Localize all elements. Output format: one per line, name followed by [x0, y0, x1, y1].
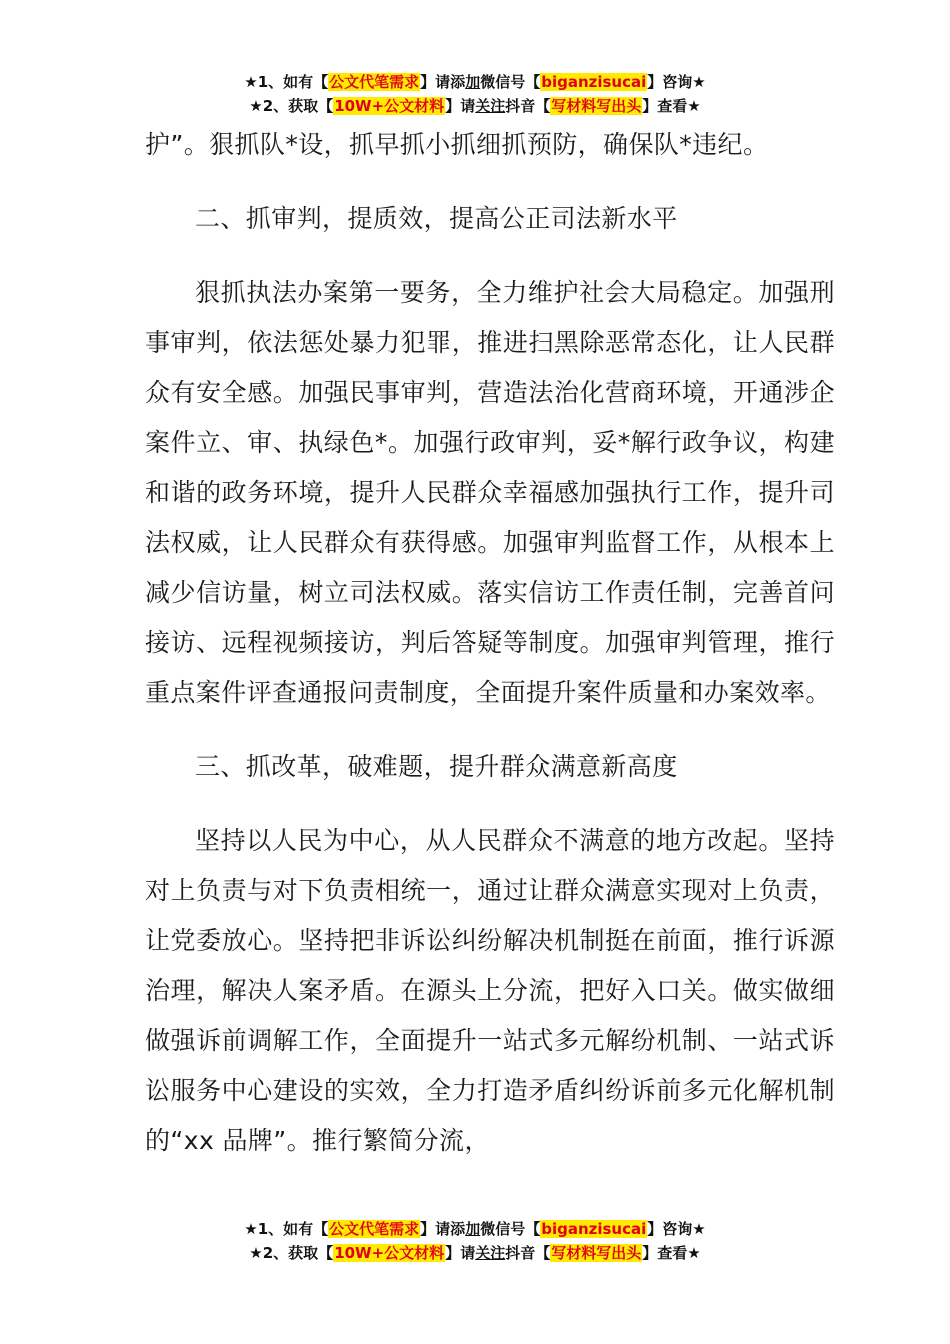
header-banner: [0, 70, 950, 118]
banner-line-1-underlined: 加: [465, 73, 481, 91]
footer-line-1-prefix: ★1、如有【: [244, 1220, 329, 1238]
banner-line-2-prefix: ★2、获取【: [249, 97, 334, 115]
banner-line-1-highlight-service: 公文代笔需求: [329, 73, 420, 91]
footer-line-1-highlight-wechat: biganzisucai: [541, 1220, 647, 1238]
footer-line-1-text-2: 微信号【: [480, 1220, 541, 1238]
footer-line-2-text-2: 抖音【: [505, 1244, 551, 1262]
banner-line-2-highlight-douyin: 写材料写出头: [551, 97, 642, 115]
banner-line-2-underlined: 关注: [475, 97, 506, 115]
banner-line-2-suffix: 】查看★: [642, 97, 701, 115]
section-heading-2: 二、抓审判，提质效，提高公正司法新水平: [195, 204, 678, 233]
footer-line-1-underlined: 加: [465, 1220, 481, 1238]
paragraph-trial: 狠抓执法办案第一要务，全力维护社会大局稳定。加强刑事审判，依法惩处暴力犯罪，推进扫黑除恶常态化，让人民群众有安全感。加强民事审判，营造法治化营商环境，开通涉企案件立、审、执绿色*。加强行政审判，妥*解行政争议，构建和谐的政务环境，提升人民群众幸福感加强执行工作，提升司法权威，让人民群众有获得感。加强审判监督工作，从根本上减少信访量，树立司法权威。落实信访工作责任制，完善首问接访、远程视频接访，判后答疑等制度。加强审判管理，推行重点案件评查通报问责制度，全面提升案件质量和办案效率。: [145, 278, 835, 707]
footer-line-2-text: 】请: [445, 1244, 476, 1262]
footer-line-1-text: 】请添: [420, 1220, 466, 1238]
paragraph-reform: 坚持以人民为中心，从人民群众不满意的地方改起。坚持对上负责与对下负责相统一，通过让群众满意实现对上负责，让党委放心。坚持把非诉讼纠纷解决机制挺在前面，推行诉源治理，解决人案矛盾。在源头上分流，把好入口关。做实做细做强诉前调解工作，全面提升一站式多元解纷机制、一站式诉讼服务中心建设的实效，全力打造矛盾纠纷诉前多元化解机制的“xx 品牌”。推行繁简分流，: [145, 826, 835, 1155]
banner-line-2-text: 】请: [445, 97, 476, 115]
banner-line-2-highlight-materials: 10W+公文材料: [334, 97, 445, 115]
footer-line-2-prefix: ★2、获取【: [249, 1244, 334, 1262]
banner-line-1: [0, 70, 950, 94]
banner-line-2: [0, 94, 950, 118]
banner-line-2-text-2: 抖音【: [505, 97, 551, 115]
banner-line-1-text: 】请添: [420, 73, 466, 91]
footer-line-1-suffix: 】咨询★: [647, 1220, 706, 1238]
banner-line-1-text-2: 微信号【: [480, 73, 541, 91]
footer-line-2-underlined: 关注: [475, 1244, 506, 1262]
footer-line-2-highlight-douyin: 写材料写出头: [551, 1244, 642, 1262]
banner-line-1-prefix: ★1、如有【: [244, 73, 329, 91]
footer-line-2-suffix: 】查看★: [642, 1244, 701, 1262]
footer-banner-line-1: [0, 1217, 950, 1241]
footer-banner: [0, 1217, 950, 1265]
paragraph-continuation: 护”。狠抓队*设，抓早抓小抓细抓预防，确保队*违纪。: [145, 130, 769, 159]
footer-line-2-highlight-materials: 10W+公文材料: [334, 1244, 445, 1262]
banner-line-1-highlight-wechat: biganzisucai: [541, 73, 647, 91]
document-body: [145, 120, 835, 1166]
banner-line-1-suffix: 】咨询★: [647, 73, 706, 91]
footer-banner-line-2: [0, 1241, 950, 1265]
footer-line-1-highlight-service: 公文代笔需求: [329, 1220, 420, 1238]
section-heading-3: 三、抓改革，破难题，提升群众满意新高度: [195, 752, 678, 781]
